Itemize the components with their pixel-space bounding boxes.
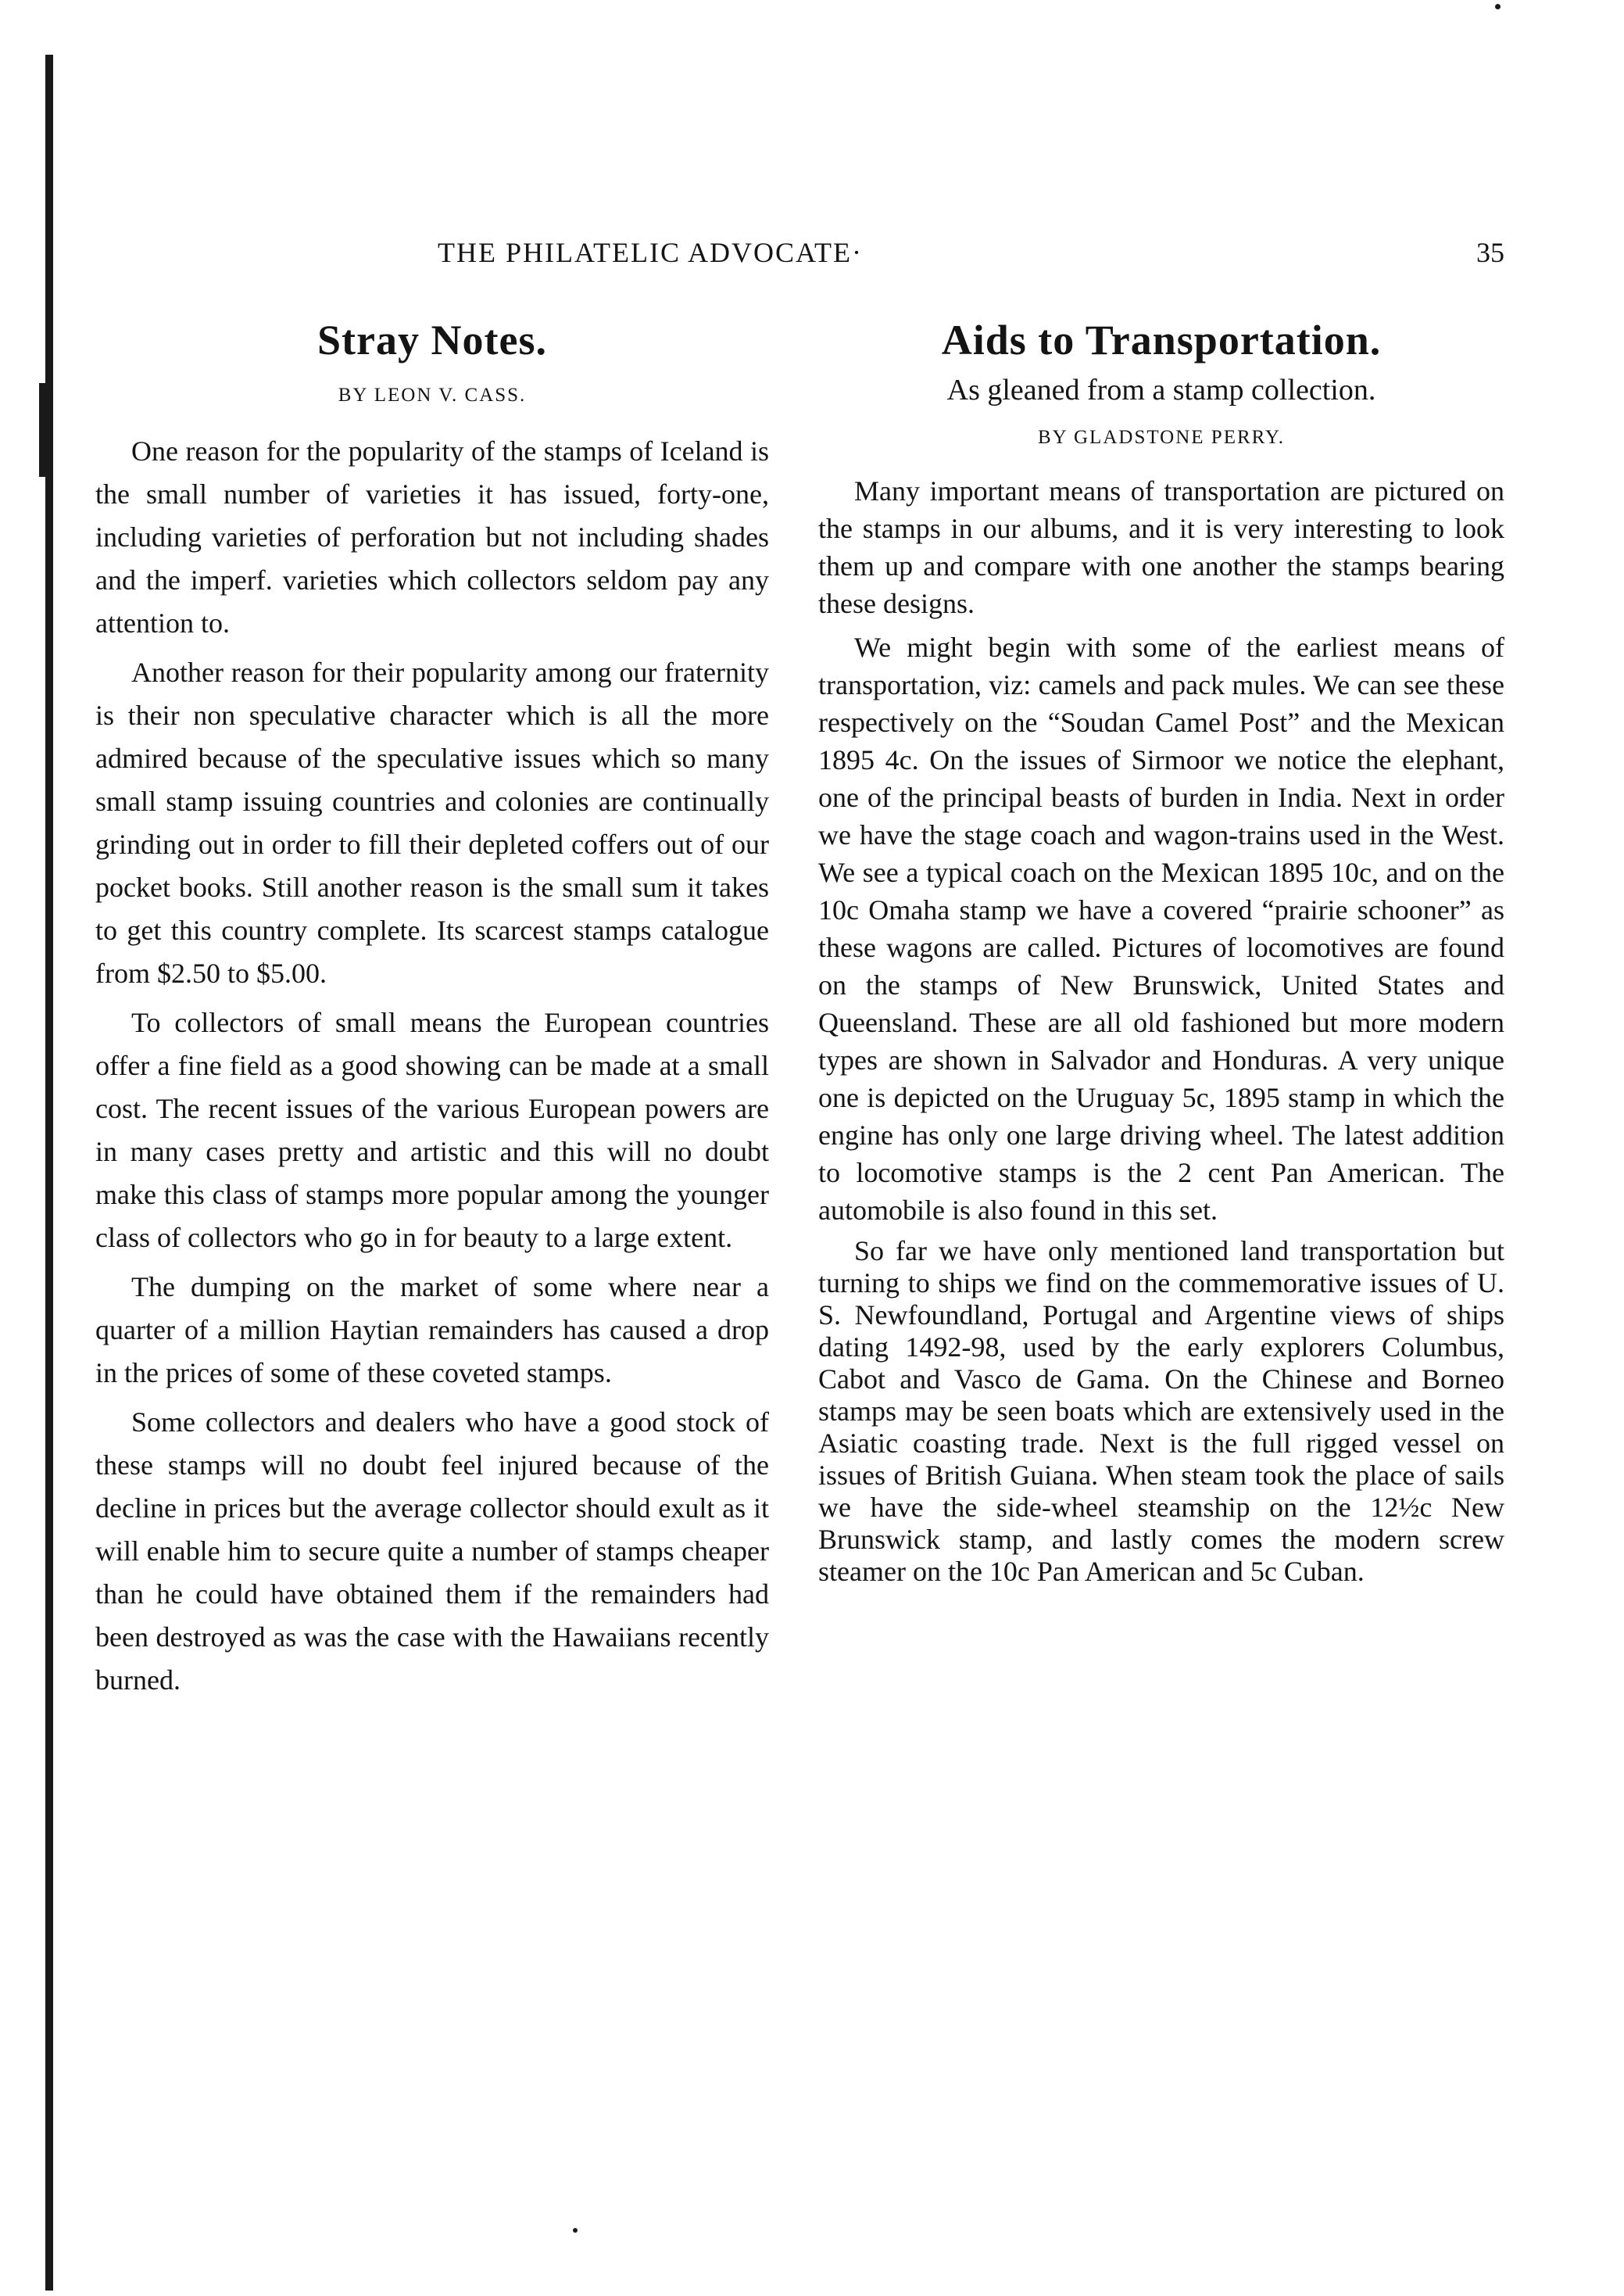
page-number: 35 (1476, 237, 1504, 268)
paragraph: Another reason for their popularity among our fraternity is their non speculative character which is all the more admired because of the speculative issues which so many small stamp issuing countries and colonies are continually grinding out in order to fill their depleted coffers out of our pocket books. Still another reason is the small sum it takes to get this country complete. Its scarcest stamps catalogue from $2.50 to $5.00. (95, 657, 769, 989)
paragraph: So far we have only mentioned land transportation but turning to ships we find on the commemorative issues of U. S. Newfoundland, Portugal and Argentine views of ships dating 1492-98, used by the early explorers Columbus, Cabot and Vasco de Gama. On the Chinese and Borneo stamps may be seen boats which are extensively used in the Asiatic coasting trade. Next is the full rigged vessel on issues of British Guiana. When steam took the place of sails we have the side-wheel steamship on the 12½c New Brunswick stamp, and lastly comes the modern screw steamer on the 10c Pan American and 5c Cuban. (818, 1235, 1504, 1587)
journal-title: THE PHILATELIC ADVOCATE· (438, 237, 863, 268)
article-title-aids-to-transportation: Aids to Transportation. (941, 317, 1382, 364)
running-head (438, 236, 1504, 275)
binding-mark (39, 383, 50, 477)
right-column (818, 313, 1504, 1594)
article-title-stray-notes: Stray Notes. (317, 317, 547, 364)
paragraph: Some collectors and dealers who have a good stock of these stamps will no doubt feel injured because of the decline in prices but the average collector should exult as it will enable him to secure quite a number of stamps cheaper than he could have obtained them if the remainders had been destroyed as was the case with the Hawaiians recently burned. (95, 1406, 769, 1696)
byline-cass: BY LEON V. CASS. (338, 385, 527, 406)
paragraph: To collectors of small means the European countries offer a fine field as a good showing can be made at a small cost. The recent issues of the various European powers are in many cases pretty and artistic and this will no doubt make this class of stamps more popular among the younger class of collectors who go in for beauty to a large extent. (95, 1007, 769, 1253)
ink-speck (573, 2228, 578, 2233)
article-subtitle: As gleaned from a stamp collection. (946, 374, 1376, 407)
byline-perry: BY GLADSTONE PERRY. (1037, 427, 1286, 448)
paragraph: Many important means of transportation are pictured on the stamps in our albums, and it is very interesting to look them up and compare with one another the stamps bearing these designs. (818, 475, 1504, 619)
left-column (95, 313, 769, 1708)
paragraph: One reason for the popularity of the stamps of Iceland is the small number of varieties it has issued, forty-one, including varieties of perforation but not including shades and the imperf. varieties which collectors seldom pay any attention to. (95, 435, 769, 639)
ink-speck (1495, 4, 1501, 9)
paragraph: We might begin with some of the earliest means of transportation, viz: camels and pack mules. We can see these respectively on the “Soudan Camel Post” and the Mexican 1895 4c. On the issues of Sirmoor we notice the elephant, one of the principal beasts of burden in India. Next in order we have the stage coach and wagon-trains used in the West. We see a typical coach on the Mexican 1895 10c, and on the 10c Omaha stamp we have a covered “prairie schooner” as these wagons are called. Pictures of locomotives are found on the stamps of New Brunswick, United States and Queensland. These are all old fashioned but more modern types are shown in Salvador and Honduras. A very unique one is depicted on the Uruguay 5c, 1895 stamp in which the engine has only one large driving wheel. The latest addition to locomotive stamps is the 2 cent Pan American. The automobile is also found in this set. (818, 632, 1504, 1226)
paragraph: The dumping on the market of some where near a quarter of a million Haytian remainders has caused a drop in the prices of some of these coveted stamps. (95, 1271, 769, 1388)
